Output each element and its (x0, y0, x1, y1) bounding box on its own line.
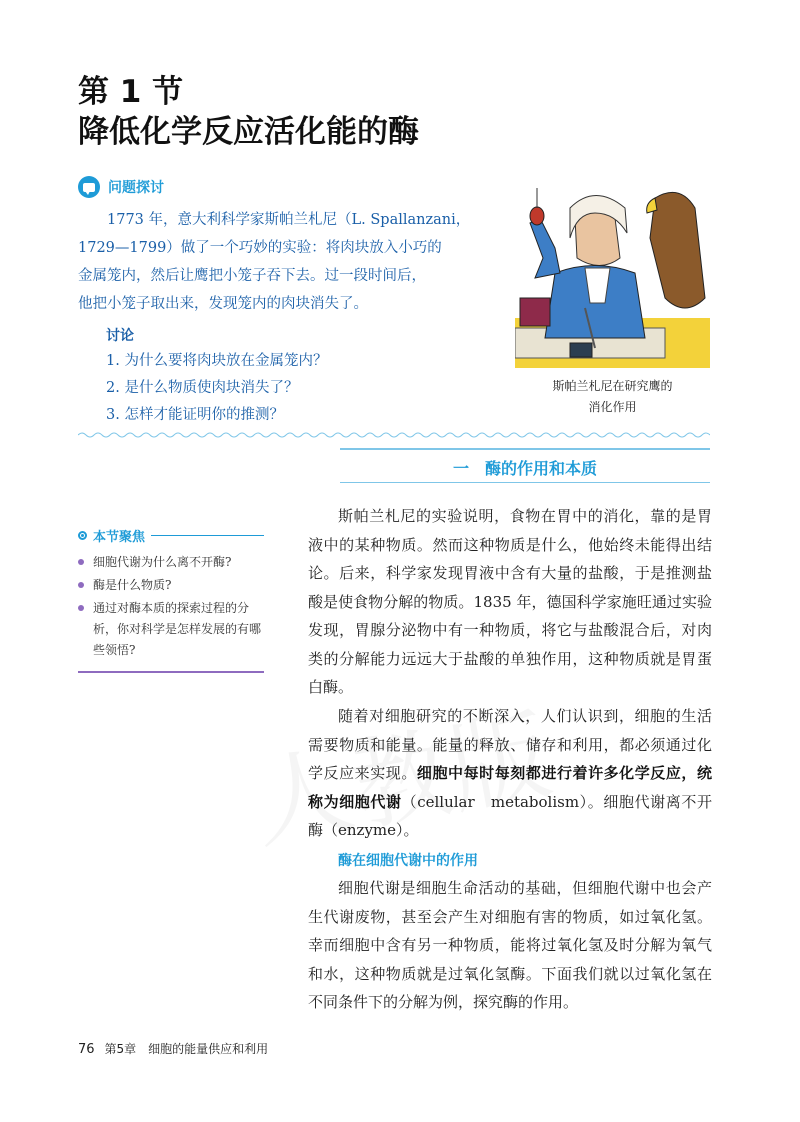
section-rule-bottom (340, 482, 710, 483)
problem-title: 问题探讨 (108, 180, 164, 196)
problem-line: 1729—1799）做了一个巧妙的实验：将肉块放入小巧的 (78, 240, 442, 256)
question-item: 3. 怎样才能证明你的推测？ (106, 407, 284, 423)
problem-line: 他把小笼子取出来，发现笼内的肉块消失了。 (78, 296, 368, 312)
page-title: 降低化学反应活化能的酶 (78, 114, 419, 150)
target-icon (78, 531, 87, 540)
chat-bubble-icon (78, 176, 100, 198)
question-item: 2. 是什么物质使肉块消失了？ (106, 380, 299, 396)
discussion-title: 讨论 (106, 328, 134, 344)
body-text: 随着对细胞研究的不断深入，人们认识到，细胞的生活需要物质和能量。能量的释放、储存和利用，都必须通过化学反应来实现。 (308, 707, 712, 782)
chapter-name: 第5章 细胞的能量供应和利用 (104, 1042, 269, 1056)
figure-caption: 消化作用 (588, 400, 637, 414)
problem-line: 1773 年，意大利科学家斯帕兰札尼（L. Spallanzani， (107, 212, 471, 228)
figure-caption: 斯帕兰札尼在研究鹰的 (552, 379, 673, 393)
focus-title: 本节聚焦 (93, 530, 146, 545)
focus-item-text: 酶是什么物质? (93, 578, 172, 592)
focus-header (78, 526, 264, 545)
wavy-divider (78, 430, 710, 440)
key-concept: 细胞中每时每刻都进行着许多化学反应，统称为细胞代谢 (308, 764, 712, 811)
focus-item (78, 598, 264, 661)
focus-item (78, 552, 268, 573)
problem-header (78, 176, 164, 198)
focus-rule (151, 535, 264, 536)
body-paragraph: 细胞代谢是细胞生命活动的基础，但细胞代谢中也会产生代谢废物，甚至会产生对细胞有害的物质，如过氧化氢。幸而细胞中含有另一种物质，能将过氧化氢及时分解为氧气和水，这种物质就是过氧化氢酶。下面我们就以过氧化氢在不同条件下的分解为例，探究酶的作用。 (308, 879, 712, 1011)
question-item: 1. 为什么要将肉块放在金属笼内？ (106, 353, 328, 369)
section-rule-top (340, 448, 710, 450)
bullet-icon (78, 605, 84, 611)
bullet-icon (78, 582, 84, 588)
section-number: 第 1 节 (78, 74, 184, 110)
section-title: 一 酶的作用和本质 (452, 459, 597, 478)
body-paragraph: 斯帕兰札尼的实验说明，食物在胃中的消化，靠的是胃液中的某种物质。然而这种物质是什么，他始终未能得出结论。后来，科学家发现胃液中含有大量的盐酸，于是推测盐酸是使食物分解的物质。1835 年，德国科学家施旺通过实验发现，胃腺分泌物中有一种物质，将它与盐酸混合后，对肉类的分解能力远远大于盐酸的单独作用，这种物质就是胃蛋白酶。 (308, 507, 712, 696)
problem-text (78, 206, 483, 318)
body-paragraph (308, 702, 712, 845)
focus-item (78, 575, 268, 596)
focus-item-text: 通过对酶本质的探索过程的分析，你对科学是怎样发展的有哪些领悟? (93, 601, 262, 657)
spallanzani-illustration (515, 178, 710, 368)
page-footer (78, 1040, 268, 1057)
body-text: （cellular metabolism）。细胞代谢离不开酶（enzyme）。 (308, 792, 712, 839)
bullet-icon (78, 559, 84, 565)
page-number: 76 (78, 1042, 95, 1057)
subheading: 酶在细胞代谢中的作用 (338, 853, 478, 869)
focus-bottom-rule (78, 671, 264, 673)
focus-item-text: 细胞代谢为什么离不开酶? (93, 555, 232, 569)
problem-line: 金属笼内，然后让鹰把小笼子吞下去。过一段时间后， (78, 268, 426, 284)
